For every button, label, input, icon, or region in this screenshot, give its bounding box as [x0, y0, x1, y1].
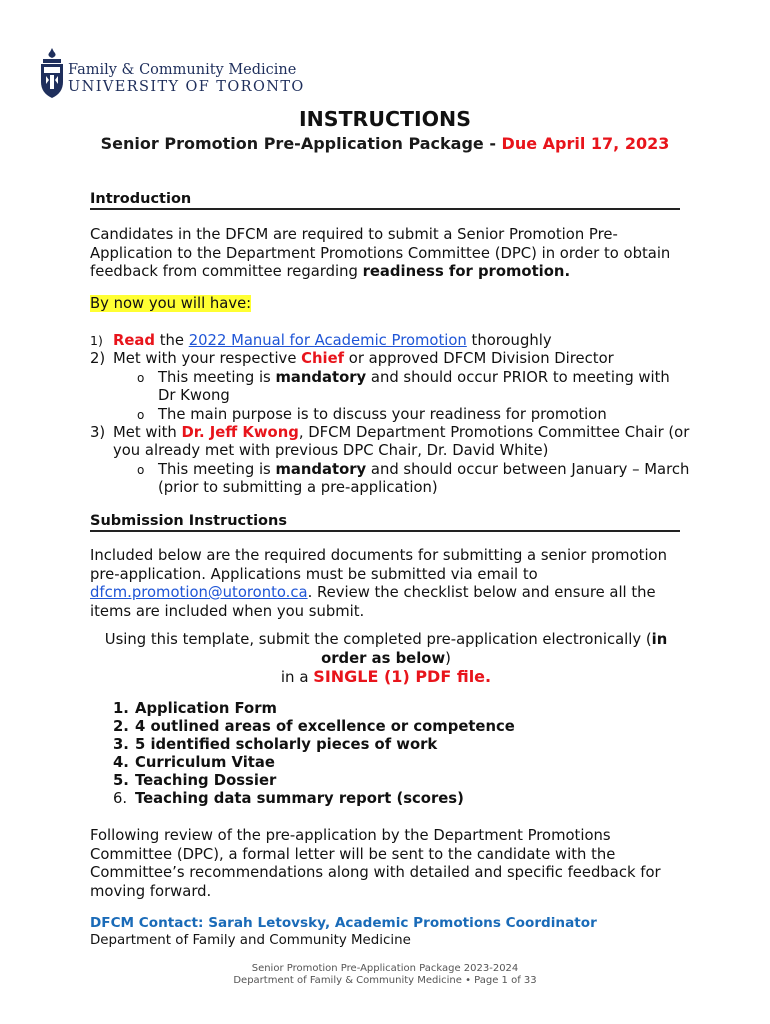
checklist-text: Curriculum Vitae	[135, 754, 275, 771]
introduction-paragraph	[90, 226, 682, 282]
logo-university-name: UNIVERSITY OF TORONTO	[68, 79, 305, 95]
subtitle-main: Senior Promotion Pre-Application Package -	[100, 134, 502, 153]
checklist-number: 6.	[113, 790, 128, 807]
text: Included below are the required documents for submitting a senior promotion pre-application. Applications must be submitted via email to	[90, 547, 667, 583]
list-number: 2)	[90, 350, 106, 368]
text: the	[155, 332, 189, 349]
text: )	[445, 649, 451, 667]
due-date: Due April 17, 2023	[501, 134, 670, 153]
list-item	[90, 350, 690, 368]
checklist-item	[113, 718, 613, 736]
crest-icon	[38, 46, 66, 100]
chief-emphasis: Chief	[301, 350, 345, 368]
footer-line-1: Senior Promotion Pre-Application Package 2023-2024	[251, 963, 519, 974]
email-link[interactable]: dfcm.promotion@utoronto.ca	[90, 584, 308, 601]
submission-heading: Submission Instructions	[90, 513, 680, 532]
bullet-icon: o	[137, 407, 145, 422]
university-logo	[38, 44, 305, 100]
checklist-number: 4.	[113, 754, 129, 771]
text: This meeting is	[158, 368, 276, 386]
checklist-number: 3.	[113, 736, 129, 753]
text: thoroughly	[466, 332, 552, 349]
mandatory-emphasis: mandatory	[275, 368, 367, 386]
sub-list-item	[90, 461, 690, 498]
single-pdf-emphasis: SINGLE (1) PDF file.	[313, 667, 492, 686]
intro-bold: readiness for promotion.	[362, 263, 571, 280]
list-number: 1)	[90, 333, 103, 348]
checklist-number: 5.	[113, 772, 129, 789]
checklist-text: 5 identified scholarly pieces of work	[135, 736, 438, 753]
page-subtitle	[90, 133, 680, 155]
text: , DFCM Department Promotions Committee Chair (or you already met with previous DPC Chair, Dr. David White)	[113, 424, 690, 460]
page-title: INSTRUCTIONS	[299, 107, 471, 131]
bullet-icon: o	[137, 370, 145, 385]
department-line: Department of Family and Community Medicine	[90, 933, 411, 948]
text: and should occur between January – March (prior to submitting a pre-application)	[158, 460, 690, 497]
checklist-text: Teaching Dossier	[135, 772, 277, 789]
text: Met with your respective	[113, 350, 302, 368]
read-emphasis: Read	[113, 332, 156, 349]
text: Using this template, submit the completed pre-application electronically (	[104, 631, 652, 648]
single-pdf-line	[90, 668, 682, 687]
text: in a	[280, 668, 314, 686]
document-checklist	[113, 700, 613, 808]
manual-link[interactable]: 2022 Manual for Academic Promotion	[188, 332, 467, 349]
checklist-item	[113, 700, 613, 718]
following-paragraph: Following review of the pre-application by the Department Promotions Committee (DPC), a formal letter will be sent to the candidate with the Committee’s recommendations along with detailed and specific feedback for moving forward.	[90, 827, 661, 900]
list-number: 3)	[90, 424, 106, 442]
text: Met with	[113, 424, 182, 442]
template-instruction	[90, 631, 682, 668]
order-emphasis: in order as below	[321, 631, 668, 667]
prerequisite-list	[90, 332, 690, 498]
text: The main purpose is to discuss your readiness for promotion	[158, 405, 607, 423]
text: and should occur PRIOR to meeting with Dr Kwong	[158, 368, 670, 405]
checklist-item	[113, 772, 613, 790]
text: . Review the checklist below and ensure all the items are included when you submit.	[90, 584, 656, 620]
text: This meeting is	[158, 460, 276, 478]
logo-department-name: Family & Community Medicine	[68, 62, 297, 78]
checklist-item	[113, 790, 613, 808]
checklist-number: 1.	[113, 700, 129, 717]
checklist-item	[113, 754, 613, 772]
checklist-text: Teaching data summary report (scores)	[135, 790, 464, 807]
bullet-icon: o	[137, 462, 145, 477]
text: or approved DFCM Division Director	[344, 350, 614, 368]
submission-paragraph	[90, 547, 682, 621]
sub-list-item	[90, 369, 690, 406]
sub-list-item	[90, 406, 690, 424]
checklist-number: 2.	[113, 718, 129, 735]
list-item	[90, 424, 690, 461]
list-item	[90, 332, 690, 350]
introduction-heading: Introduction	[90, 191, 680, 210]
checklist-text: Application Form	[135, 700, 277, 717]
checklist-item	[113, 736, 613, 754]
checklist-text: 4 outlined areas of excellence or competence	[135, 718, 515, 735]
by-now-line	[90, 295, 682, 314]
intro-text: Candidates in the DFCM are required to submit a Senior Promotion Pre-Application to the Department Promotions Committee (DPC) in order to obtain feedback from committee regarding	[90, 226, 671, 280]
by-now-highlight: By now you will have:	[90, 295, 252, 312]
footer-line-2: Department of Family & Community Medicine • Page 1 of 33	[233, 975, 537, 986]
contact-line: DFCM Contact: Sarah Letovsky, Academic Promotions Coordinator	[90, 915, 597, 931]
kwong-emphasis: Dr. Jeff Kwong	[181, 424, 299, 442]
page-footer	[0, 963, 770, 987]
mandatory-emphasis: mandatory	[275, 460, 367, 478]
